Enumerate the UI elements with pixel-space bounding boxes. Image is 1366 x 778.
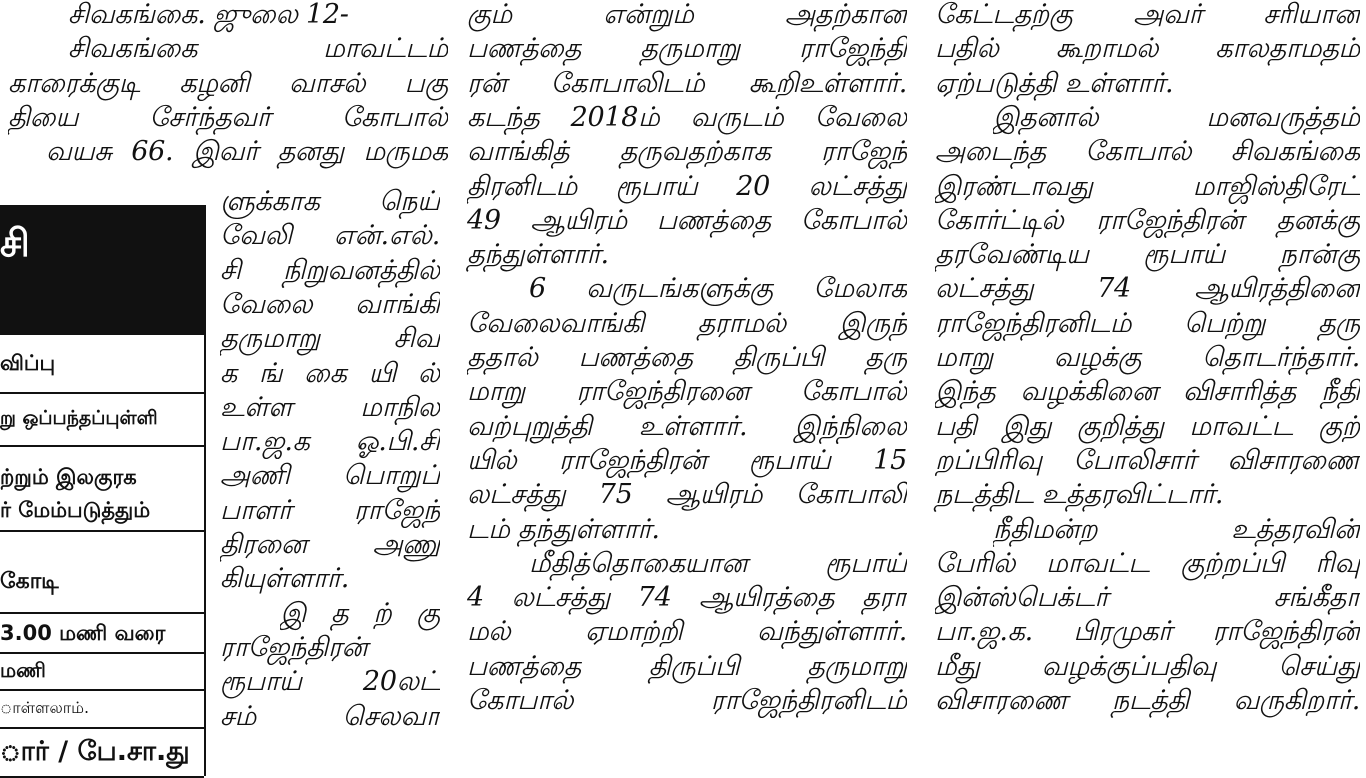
article-line: நீதிமன்ற உத்தரவின்: [993, 513, 1360, 545]
article-line: 49 ஆயிரம் பணத்தை கோபால்: [467, 204, 907, 236]
article-line: லட்சத்து 75 ஆயிரம் கோபாலி: [467, 479, 907, 511]
advertisement-row: 3.00 மணி வரை: [0, 615, 204, 654]
article-line: யில் ராஜேந்திரன் ரூபாய் 15: [467, 444, 907, 476]
article-line: க ங் கை யி ல்: [220, 357, 440, 389]
advertisement-box: [0, 205, 206, 776]
article-line: ராஜேந்திரனிடம் பெற்று தரு: [935, 307, 1360, 339]
article-line: பணத்தை தருமாறு ராஜேந்தி: [467, 33, 907, 65]
article-line: பா.ஜ.க ஓ.பி.சி: [220, 426, 440, 458]
article-line: சி நிறுவனத்தில்: [220, 254, 440, 286]
article-line: வேலை வாங்கி: [220, 288, 440, 320]
article-line: தியை சேர்ந்தவர் கோபால்: [8, 101, 448, 133]
article-line: திரனிடம் ரூபாய் 20 லட்சத்து: [467, 170, 907, 202]
article-line: வேலைவாங்கி தராமல் இருந்: [467, 307, 907, 339]
article-line: பா.ஜ.க. பிரமுகர் ராஜேந்திரன்: [935, 616, 1360, 648]
article-line: றப்பிரிவு போலிசார் விசாரணை: [935, 444, 1360, 476]
advertisement-row: விப்பு: [0, 335, 204, 394]
article-line: கியுள்ளார்.: [220, 563, 349, 595]
article-line: டம் தந்துள்ளார்.: [467, 513, 660, 545]
article-line: சிவகங்கை மாவட்டம்: [68, 33, 448, 65]
article-line: வாங்கித் தருவதற்காக ராஜேந்: [467, 136, 907, 168]
article-line: லட்சத்து 74 ஆயிரத்தினை: [935, 273, 1360, 305]
article-line: 6 வருடங்களுக்கு மேலாக: [529, 273, 907, 305]
article-line: தந்துள்ளார்.: [467, 239, 609, 271]
article-line: தரவேண்டிய ரூபாய் நான்கு: [935, 239, 1360, 271]
article-line: திரனை அணு: [220, 529, 440, 560]
article-line: மாறு ராஜேந்திரனை கோபால்: [467, 376, 907, 408]
article-line: கடந்த 2018ம் வருடம் வேலை: [467, 101, 907, 133]
article-line: கோபால் ராஜேந்திரனிடம்: [467, 685, 907, 716]
article-line: கும் என்றும் அதற்கான: [467, 0, 907, 30]
article-line: இதனால் மனவருத்தம்: [993, 101, 1360, 133]
article-line: ராஜேந்திரன்: [220, 631, 368, 663]
article-line: வேலி என்.எல்.: [220, 220, 440, 252]
article-line: பதில் கூறாமல் காலதாமதம்: [935, 33, 1360, 65]
article-line: நடத்திட உத்தரவிட்டார்.: [935, 479, 1224, 511]
article-line: இந்த வழக்கினை விசாரித்த நீதி: [935, 376, 1360, 408]
article-line: சம் செலவா: [220, 700, 440, 732]
advertisement-row: று ஒப்பந்தப்புள்ளி: [0, 392, 204, 447]
advertisement-header: [0, 207, 204, 335]
advertisement-row: மணி: [0, 652, 204, 691]
article-line: மீதித்தொகையான ரூபாய்: [529, 547, 907, 579]
article-line: கோர்ட்டில் ராஜேந்திரன் தனக்கு: [935, 204, 1360, 236]
article-line: பணத்தை திருப்பி தருமாறு: [467, 650, 907, 682]
article-line: அடைந்த கோபால் சிவகங்கை: [935, 136, 1360, 168]
advertisement-row: ாள்ளலாம்.: [0, 689, 204, 729]
article-line: கேட்டதற்கு அவர் சரியான: [935, 0, 1360, 30]
article-line: பதி இது குறித்து மாவட்ட குற்: [935, 410, 1360, 442]
article-line: இன்ஸ்பெக்டர் சங்கீதா: [935, 582, 1360, 614]
advertisement-row: ார் / பே.சா.து: [0, 727, 204, 778]
article-line: பேரில் மாவட்ட குற்றப்பி ரிவு: [935, 547, 1360, 579]
article-line: இ த ற் கு: [280, 597, 440, 629]
article-line: மாறு வழக்கு தொடர்ந்தார்.: [935, 342, 1360, 373]
article-line: ஏற்படுத்தி உள்ளார்.: [935, 67, 1174, 99]
article-line: உள்ள மாநில: [220, 391, 440, 423]
article-line: ததால் பணத்தை திருப்பி தரு: [467, 342, 907, 373]
article-line: காரைக்குடி கழனி வாசல் பகு: [8, 67, 448, 99]
article-line: விசாரணை நடத்தி வருகிறார்.: [935, 685, 1360, 716]
article-line: வற்புறுத்தி உள்ளார். இந்நிலை: [467, 410, 907, 442]
advertisement-row: ர் மேம்படுத்தும்: [0, 490, 204, 532]
advertisement-row: கோடி: [0, 552, 204, 614]
advertisement-row: ற்றும் இலகுரக: [0, 465, 137, 489]
article-line: தருமாறு சிவ: [220, 323, 440, 355]
article-line: அணி பொறுப்: [220, 460, 440, 492]
article-line: மல் ஏமாற்றி வந்துள்ளார்.: [467, 616, 907, 648]
article-line: 4 லட்சத்து 74 ஆயிரத்தை தரா: [467, 582, 907, 614]
article-line: ரூபாய் 20லட்: [220, 666, 440, 698]
article-line: ளுக்காக நெய்: [220, 186, 440, 217]
article-line: ரன் கோபாலிடம் கூறிஉள்ளார்.: [467, 67, 907, 99]
article-line: பாளர் ராஜேந்: [220, 494, 440, 526]
advertisement-header-text: சி: [0, 221, 30, 265]
article-line: இரண்டாவது மாஜிஸ்திரேட்: [935, 170, 1360, 202]
article-line: வயசு 66. இவர் தனது மருமக: [46, 136, 448, 168]
article-line: மீது வழக்குப்பதிவு செய்து: [935, 650, 1360, 682]
article-line: சிவகங்கை. ஜுலை 12-: [68, 0, 349, 30]
